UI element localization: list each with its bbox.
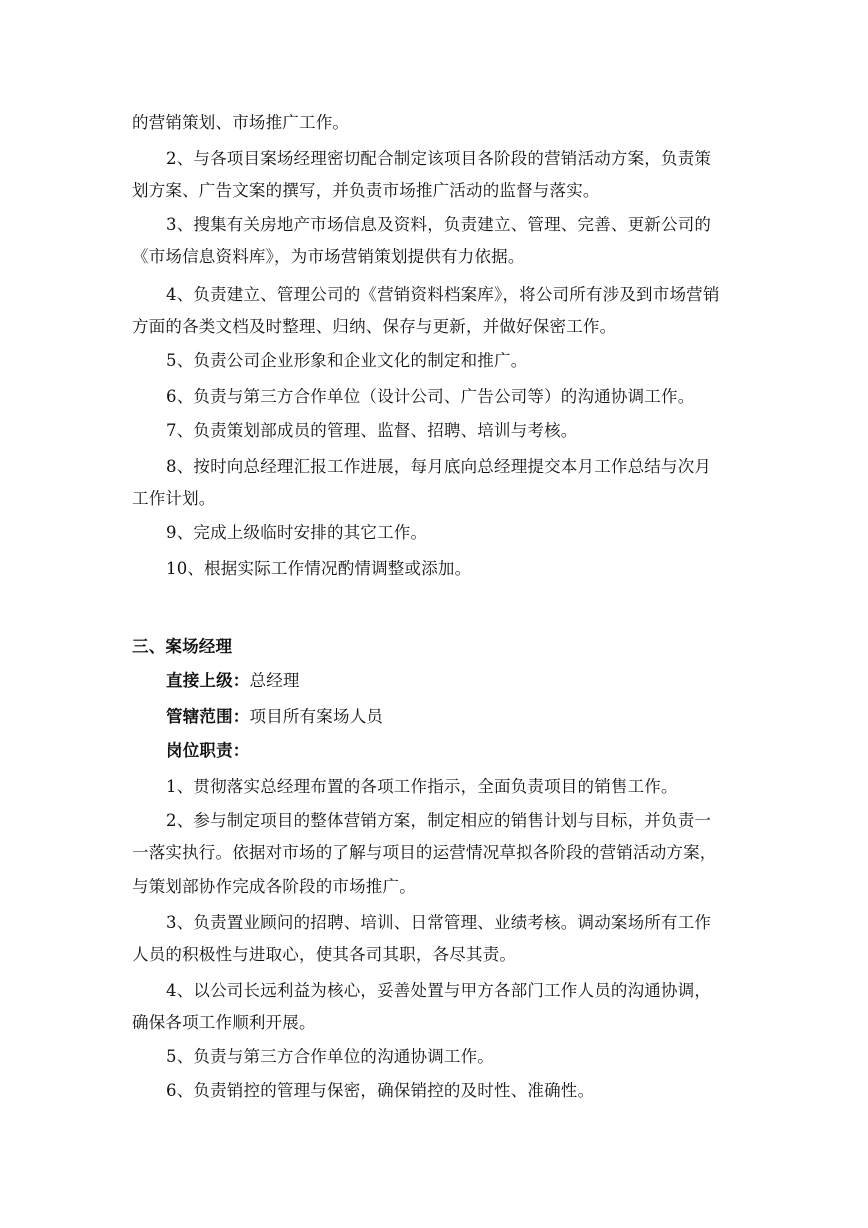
text-line: 人员的积极性与进取心，使其各司其职，各尽其责。 bbox=[132, 945, 517, 964]
text-line: 一落实执行。依据对市场的了解与项目的运营情况草拟各阶段的营销活动方案， bbox=[132, 843, 717, 862]
text-line: 10、根据实际工作情况酌情调整或添加。 bbox=[166, 559, 472, 578]
text-line: 1、贯彻落实总经理布置的各项工作指示，全面负责项目的销售工作。 bbox=[166, 777, 678, 796]
text-line: 5、负责与第三方合作单位的沟通协调工作。 bbox=[166, 1047, 494, 1066]
text-line: 3、负责置业顾问的招聘、培训、日常管理、业绩考核。调动案场所有工作 bbox=[166, 913, 712, 932]
duties-label: 岗位职责： bbox=[166, 741, 250, 760]
text-line: 2、参与制定项目的整体营销方案，制定相应的销售计划与目标，并负责一 bbox=[166, 811, 712, 830]
text-line: 的营销策划、市场推广工作。 bbox=[132, 113, 350, 132]
text-line: 3、搜集有关房地产市场信息及资料，负责建立、管理、完善、更新公司的 bbox=[166, 215, 712, 234]
text-line: 2、与各项目案场经理密切配合制定该项目各阶段的营销活动方案，负责策 bbox=[166, 149, 712, 168]
text-line: 4、以公司长远利益为核心，妥善处置与甲方各部门工作人员的沟通协调， bbox=[166, 981, 712, 1000]
superior-label: 直接上级： bbox=[166, 671, 250, 690]
text-line: 确保各项工作顺利开展。 bbox=[132, 1013, 316, 1032]
scope-value: 项目所有案场人员 bbox=[249, 707, 384, 726]
text-line: 《市场信息资料库》，为市场营销策划提供有力依据。 bbox=[132, 247, 525, 266]
text-line: 7、负责策划部成员的管理、监督、招聘、培训与考核。 bbox=[166, 421, 578, 440]
text-line: 4、负责建立、管理公司的《营销资料档案库》，将公司所有涉及到市场营销 bbox=[166, 285, 720, 304]
superior-row bbox=[166, 670, 300, 692]
scope-label: 管辖范围： bbox=[166, 707, 250, 726]
text-line: 6、负责与第三方合作单位（设计公司、广告公司等）的沟通协调工作。 bbox=[166, 387, 695, 406]
text-line: 6、负责销控的管理与保密，确保销控的及时性、准确性。 bbox=[166, 1081, 595, 1100]
text-line: 工作计划。 bbox=[132, 489, 216, 508]
scope-row bbox=[166, 706, 383, 728]
text-line: 9、完成上级临时安排的其它工作。 bbox=[166, 523, 428, 542]
section-heading: 三、案场经理 bbox=[132, 637, 233, 656]
text-line: 与策划部协作完成各阶段的市场推广。 bbox=[132, 877, 416, 896]
text-line: 5、负责公司企业形象和企业文化的制定和推广。 bbox=[166, 351, 528, 370]
text-line: 8、按时向总经理汇报工作进展，每月底向总经理提交本月工作总结与次月 bbox=[166, 457, 712, 476]
text-line: 划方案、广告文案的撰写，并负责市场推广活动的监督与落实。 bbox=[132, 181, 600, 200]
superior-value: 总经理 bbox=[249, 671, 300, 690]
text-line: 方面的各类文档及时整理、归纳、保存与更新，并做好保密工作。 bbox=[132, 317, 617, 336]
